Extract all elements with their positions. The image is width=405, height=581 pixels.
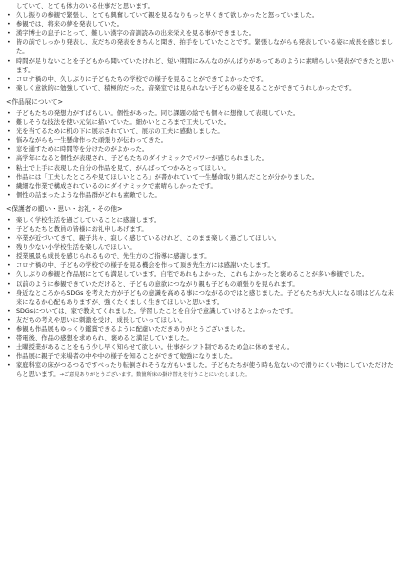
list-item: • 個性の詰まったような作品群がどれも素敵でした。 [6,191,399,200]
list-item: • 帯電後、作品の感想を求められ、褒めると満足していました。 [6,334,399,343]
list-item: • 土曜授業があることをもう少し早く知らせて欲しい。仕事がシフト制であるため急に休めません。 [6,343,399,352]
sakuhinten-section [6,98,399,200]
list-item: • 参観では、将来の夢を発表していた。 [6,20,399,29]
list-item: • 残り少ない小学校生活を楽しんでほしい。 [6,243,399,252]
list-item: • 漢字博士の息子にとって、難しい漢字の音訓読みの出来栄えを見る事ができました。 [6,29,399,38]
section-title: <保護者の願い・思い・お礼・その他> [6,204,123,213]
list-item: • 楽しく意欲的に勉強していて、積極的だった。音楽室では見られない子どもの姿を見ることができてうれしかったです。 [6,84,399,93]
list-item: • 久し振りの参観で緊張し、とても興奮していて親を見るなりもっと早くきて欲しかったと怒っていました。 [6,11,399,20]
reply-note: →ご意見ありがとうございます。数箇所床の掛け替えを行うことにいたしました。 [59,372,251,379]
list-item: • コロナ禍の中、久しぶりに子どもたちの学校での様子を見ることができてよかったです。 [6,75,399,84]
list-item: • 窓を通すために時間等を分けたのがよかった。 [6,145,399,154]
list-item: • 友だちの考えや思いに刺激を受け、成長していってほしい。 [6,316,399,325]
list-item: • 光を当てるために机の下に展示されていて、展示の工夫に感動しました。 [6,127,399,136]
list-item: • 子どもたちの発想力がすばらしい。個性があった。同じ課題の絵でも個々に想像して表現していた。 [6,109,399,118]
list-item: • 難しそうな技法を使い元気に描いていた。細かいところまで工夫していた。 [6,118,399,127]
list-item: • 久しぶりの参観と作品展にとても満足しています。自宅であれもよかった、これもよかったと褒めることが多い参観でした。 [6,270,399,279]
list-item: • 粘土で上手に表現した自分の作品を見て、がんばってつかみとってほしい。 [6,164,399,173]
list-item: • 楽しく学校生活を過ごしていることに感謝します。 [6,216,399,225]
sakuhinten-list [6,109,399,200]
list-item: • 作品展に親子で来場者の中や中の様子を知ることができて勉強になりました。 [6,352,399,361]
list-item: • 子どもたちと教員の皆様にお礼申しあげます。 [6,225,399,234]
list-item: • コロナ禍の中、子どもの学校での様子を見る機会を作って頂き先生方には感謝いたします。 [6,261,399,270]
list-item [6,361,399,380]
list-item: • 以前のように参観できていただけると、子どもの意欲につながり親も子どもの頑張りを見られます。 [6,280,399,289]
list-item-text: 家庭科室の床がつるつるですべったり転倒されそうな方もいました。子どもたちが使う時も危ないので滑りにくい物にしていただけたらと思います。 [16,362,394,379]
list-item: • 身近なところからSDGs を考えた方が子どもの意識を高める事につながるのではと感じました。子どもたちが大人になる頃はどんな未来になるか心配もありますが、強くたくましく生きてほしいと思います。 [6,289,399,307]
list-item: • 皆の前でしっかり発表し、友だちの発表をきちんと聞き、拍手をしていたことです。緊張しながらも発表している姿に成長を感じました。 [6,38,399,56]
list-item: • 参観も作品展もゆっくり鑑賞できるように配慮いただきありがとうございました。 [6,325,399,334]
section-title: <作品展について> [6,97,64,106]
hogosha-section [6,205,399,381]
list-item: • 卒業が近づいてきて、親子共々、寂しく感じているけれど、このまま楽しく過ごしてほしい。 [6,234,399,243]
intro-list [6,2,399,93]
list-item: • 繊細な作業で構成されているのにダイナミックで素晴らしかったです。 [6,182,399,191]
list-item: • SDGsについては、家で教えてくれました。学習したことを自分で意識していけるとよかったです。 [6,307,399,316]
list-item: • 時間が足りないことを子どもから聞いていたけれど、短い期間にみんなのがんばりがあってあのように素晴らしい発表ができたと思います。 [6,57,399,75]
list-item: • 悩みながらも一生懸命作った頑張りが伝わってきた。 [6,136,399,145]
intro-continuation: していて、とても体力のいる仕事だと思います。 [16,3,154,10]
list-item: • 高学年になると個性が表現され、子どもたちのダイナミックでパワーが感じられました。 [6,154,399,163]
list-item: • 授業風景も成長を感じられるもので、先生方のご指導に感謝します。 [6,252,399,261]
list-item: • 作品には「工夫したところや見てほしいところ」が書かれていて一生懸命取り組んだことが分かりました。 [6,173,399,182]
intro-section [6,2,399,93]
hogosha-list [6,216,399,381]
